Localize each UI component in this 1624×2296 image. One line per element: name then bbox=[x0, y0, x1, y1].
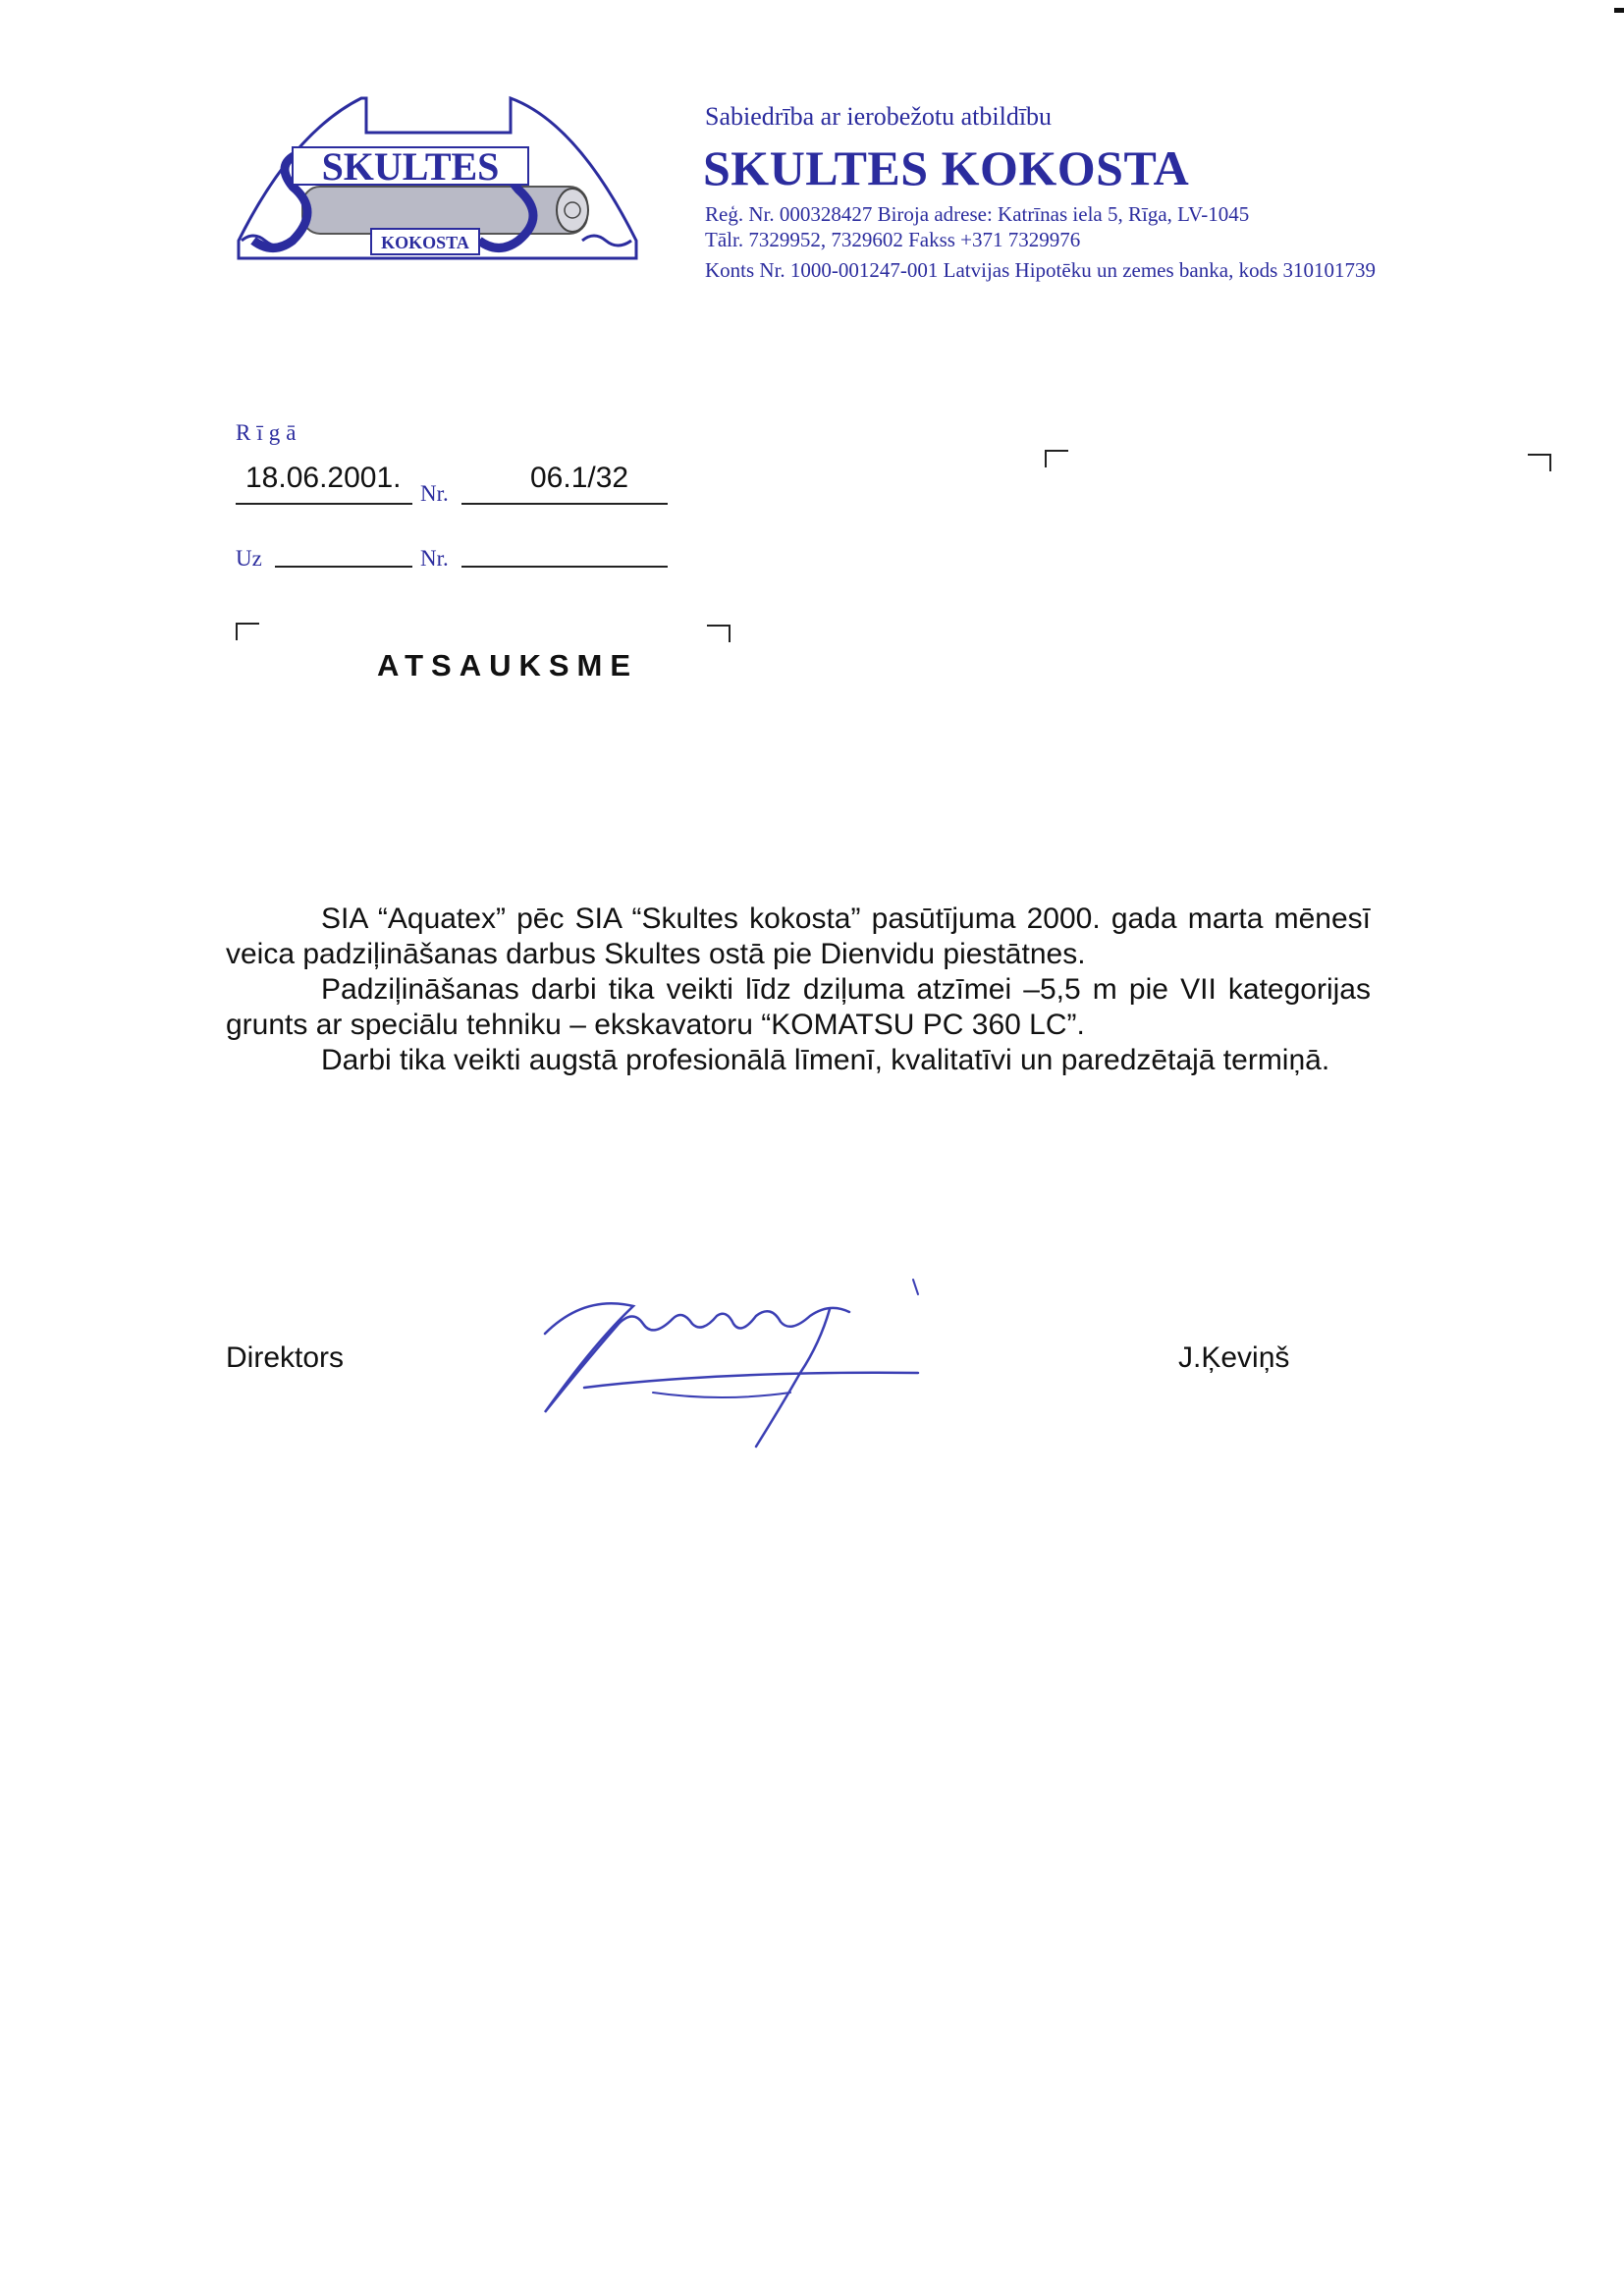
nr2-underline bbox=[461, 566, 668, 568]
place-label: Rīgā bbox=[236, 420, 302, 445]
company-name: SKULTES KOKOSTA bbox=[703, 140, 1190, 195]
company-logo bbox=[234, 93, 646, 265]
logo-log-shape bbox=[302, 187, 587, 234]
letter-body bbox=[226, 902, 1371, 1078]
title-corner-top-left bbox=[236, 623, 259, 640]
number-value: 06.1/32 bbox=[530, 462, 629, 494]
uz-underline bbox=[275, 566, 412, 568]
body-paragraph-3: Darbi tika veikti augstā profesionālā līmenī, kvalitatīvi un paredzētajā termiņā. bbox=[321, 1044, 1330, 1076]
document-title: ATSAUKSME bbox=[377, 648, 639, 683]
number-underline bbox=[461, 503, 668, 505]
signer-role: Direktors bbox=[226, 1341, 345, 1374]
uz-label: Uz bbox=[236, 546, 262, 571]
address-corner-top-right bbox=[1528, 454, 1551, 471]
nr-label: Nr. bbox=[420, 481, 449, 506]
registration-line: Reģ. Nr. 000328427 Biroja adrese: Katrīnas iela 5, Rīga, LV-1045 bbox=[705, 202, 1250, 226]
nr2-label: Nr. bbox=[420, 546, 449, 571]
signer-name: J.Ķeviņš bbox=[1178, 1341, 1290, 1374]
date-value: 18.06.2001. bbox=[245, 462, 402, 494]
body-paragraph-2: Padziļināšanas darbi tika veikti līdz dziļuma atzīmei –5,5 m pie VII kategorijas grunts ar speciālu tehniku – ekskavatoru “KOMATSU PC 360 LC”. bbox=[226, 973, 1371, 1041]
date-underline bbox=[236, 503, 412, 505]
bank-account-line: Konts Nr. 1000-001247-001 Latvijas Hipotēku un zemes banka, kods 310101739 bbox=[705, 258, 1376, 282]
body-paragraph-1: SIA “Aquatex” pēc SIA “Skultes kokosta” pasūtījuma 2000. gada marta mēnesī veica padziļināšanas darbus Skultes ostā pie Dienvidu piestātnes. bbox=[226, 902, 1371, 970]
address-corner-top-left bbox=[1045, 450, 1068, 467]
phone-line: Tālr. 7329952, 7329602 Fakss +371 7329976 bbox=[705, 228, 1081, 251]
scan-edge-mark bbox=[1614, 8, 1624, 13]
logo-text: SKULTES bbox=[321, 144, 500, 189]
legal-form: Sabiedrība ar ierobežotu atbildību bbox=[705, 102, 1053, 131]
logo-subtext: KOKOSTA bbox=[381, 233, 469, 252]
title-corner-top-right bbox=[707, 625, 731, 642]
handwritten-signature bbox=[525, 1255, 938, 1451]
